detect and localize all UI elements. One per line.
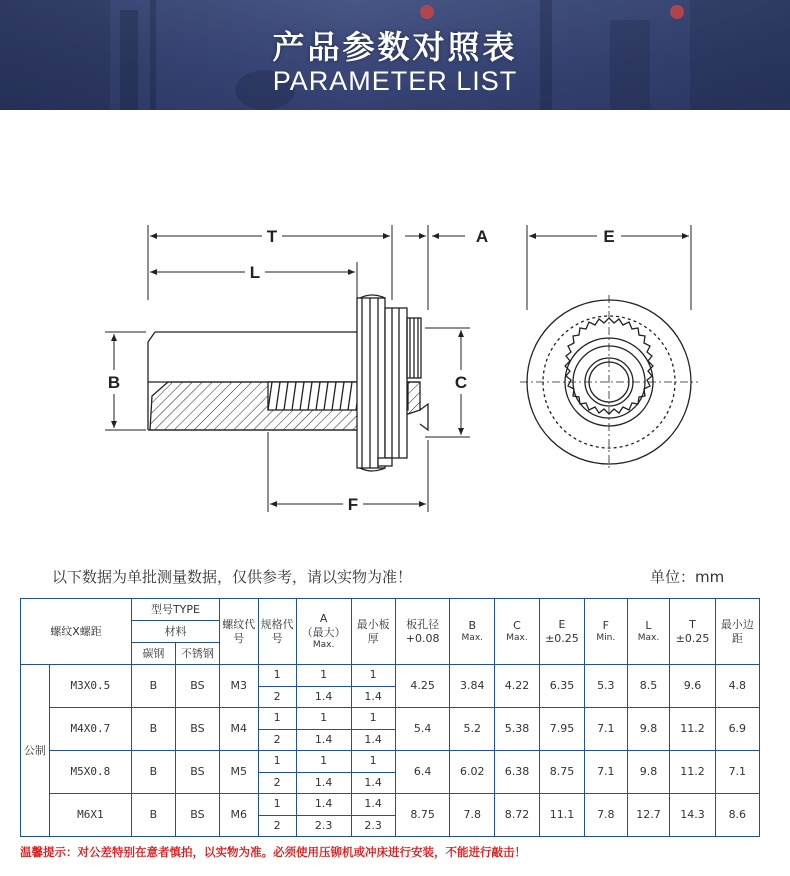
cell-e: 8.75 [539, 751, 584, 794]
cell-thread: M4X0.7 [49, 708, 131, 751]
col-t-title: T [689, 617, 696, 631]
table-row [21, 708, 760, 730]
cell-plate: 2.3 [351, 815, 395, 837]
col-f [585, 599, 627, 665]
col-hole-tol: +0.08 [405, 631, 440, 645]
cell-l: 8.5 [627, 665, 670, 708]
cell-spec: 1 [258, 751, 296, 773]
cell-carbon: B [132, 708, 176, 751]
cell-b: 6.02 [450, 751, 495, 794]
header-banner [0, 0, 790, 110]
cell-thread: M3X0.5 [49, 665, 131, 708]
table-row [21, 665, 760, 687]
cell-stainless: BS [175, 708, 219, 751]
cell-carbon: B [132, 794, 176, 837]
col-min-edge: 最小边距 [715, 599, 759, 665]
cell-a: 1 [296, 665, 351, 687]
cell-f: 7.1 [585, 751, 627, 794]
col-stainless: 不锈钢 [175, 643, 219, 665]
dim-label-L: L [249, 263, 261, 282]
col-f-sub: Min. [596, 632, 616, 643]
col-c-title: C [513, 619, 521, 632]
cell-e: 11.1 [539, 794, 584, 837]
cell-l: 9.8 [627, 708, 670, 751]
col-spec-code: 规格代号 [258, 599, 296, 665]
dim-label-C: C [454, 373, 468, 392]
cell-a: 1.4 [296, 772, 351, 794]
cell-spec: 2 [258, 815, 296, 837]
table-row [21, 794, 760, 816]
cell-edge: 7.1 [715, 751, 759, 794]
col-l [627, 599, 670, 665]
cell-l: 9.8 [627, 751, 670, 794]
cell-plate: 1.4 [351, 686, 395, 708]
col-t [670, 599, 715, 665]
cell-a: 1.4 [296, 729, 351, 751]
col-thread-code: 螺纹代号 [219, 599, 258, 665]
dim-label-E: E [603, 227, 615, 246]
col-e [539, 599, 584, 665]
col-t-sub: ±0.25 [675, 631, 710, 645]
cell-stainless: BS [175, 665, 219, 708]
col-c [495, 599, 540, 665]
cell-a: 1.4 [296, 794, 351, 816]
col-a-title: A [319, 612, 328, 626]
cell-spec: 2 [258, 729, 296, 751]
cell-a: 1.4 [296, 686, 351, 708]
cell-edge: 8.6 [715, 794, 759, 837]
col-hole-title: 板孔径 [406, 617, 440, 631]
warning-notice: 温馨提示：对公差特别在意者慎拍，以实物为准。必须使用压铆机或冲床进行安装，不能进行敲击！ [20, 845, 526, 859]
cell-stainless: BS [175, 751, 219, 794]
cell-thread: M5X0.8 [49, 751, 131, 794]
banner-subtitle: PARAMETER LIST [272, 66, 518, 96]
technical-drawing [0, 110, 790, 550]
cell-carbon: B [132, 751, 176, 794]
cell-hole: 5.4 [395, 708, 450, 751]
cell-c: 6.38 [495, 751, 540, 794]
cell-e: 7.95 [539, 708, 584, 751]
cell-code: M6 [219, 794, 258, 837]
cell-f: 7.1 [585, 708, 627, 751]
cell-plate: 1.4 [351, 772, 395, 794]
cell-c: 5.38 [495, 708, 540, 751]
col-l-title: L [645, 619, 652, 632]
cell-thread: M6X1 [49, 794, 131, 837]
col-f-title: F [602, 619, 609, 632]
cell-hole: 6.4 [395, 751, 450, 794]
col-hole [395, 599, 450, 665]
col-carbon-steel: 碳钢 [132, 643, 176, 665]
cell-spec: 1 [258, 665, 296, 687]
col-b-sub: Max. [461, 632, 484, 643]
col-b [450, 599, 495, 665]
col-e-title: E [558, 617, 566, 631]
cell-code: M3 [219, 665, 258, 708]
side-view [148, 295, 428, 471]
cell-plate: 1 [351, 708, 395, 730]
cell-f: 5.3 [585, 665, 627, 708]
dim-label-A: A [475, 227, 489, 246]
cell-hole: 8.75 [395, 794, 450, 837]
cell-t: 14.3 [670, 794, 715, 837]
col-min-plate: 最小板厚 [351, 599, 395, 665]
col-model-type: 型号TYPE [132, 599, 220, 621]
cell-c: 4.22 [495, 665, 540, 708]
col-b-title: B [468, 619, 477, 632]
cell-b: 5.2 [450, 708, 495, 751]
cell-plate: 1 [351, 665, 395, 687]
col-l-sub: Max. [637, 632, 660, 643]
col-a [296, 599, 351, 665]
cell-e: 6.35 [539, 665, 584, 708]
cell-plate: 1.4 [351, 729, 395, 751]
data-disclaimer: 以下数据为单批测量数据，仅供参考，请以实物为准！ [52, 568, 413, 586]
cell-spec: 1 [258, 708, 296, 730]
col-e-sub: ±0.25 [545, 631, 579, 645]
group-label: 公制 [21, 665, 50, 837]
dim-label-B: B [107, 373, 121, 392]
dim-label-F: F [347, 495, 359, 514]
cell-edge: 4.8 [715, 665, 759, 708]
cell-spec: 2 [258, 772, 296, 794]
cell-t: 9.6 [670, 665, 715, 708]
unit-label: 单位：mm [650, 568, 725, 586]
cell-f: 7.8 [585, 794, 627, 837]
col-a-max-cn: （最大） [301, 625, 346, 639]
col-thread-pitch: 螺纹X螺距 [21, 599, 132, 665]
col-a-max: Max. [312, 639, 335, 650]
cell-t: 11.2 [670, 708, 715, 751]
table-row [21, 751, 760, 773]
cell-edge: 6.9 [715, 708, 759, 751]
dim-label-T: T [266, 227, 278, 246]
cell-b: 7.8 [450, 794, 495, 837]
cell-a: 2.3 [296, 815, 351, 837]
cell-t: 11.2 [670, 751, 715, 794]
cell-code: M5 [219, 751, 258, 794]
front-view [520, 295, 698, 470]
cell-stainless: BS [175, 794, 219, 837]
cell-spec: 2 [258, 686, 296, 708]
cell-carbon: B [132, 665, 176, 708]
parameter-table [20, 598, 760, 837]
col-material: 材料 [132, 621, 220, 643]
cell-plate: 1.4 [351, 794, 395, 816]
cell-spec: 1 [258, 794, 296, 816]
cell-a: 1 [296, 708, 351, 730]
col-c-sub: Max. [506, 632, 528, 643]
cell-hole: 4.25 [395, 665, 450, 708]
cell-a: 1 [296, 751, 351, 773]
cell-l: 12.7 [627, 794, 670, 837]
cell-c: 8.72 [495, 794, 540, 837]
cell-b: 3.84 [450, 665, 495, 708]
cell-code: M4 [219, 708, 258, 751]
banner-title: 产品参数对照表 [272, 28, 518, 66]
cell-plate: 1 [351, 751, 395, 773]
